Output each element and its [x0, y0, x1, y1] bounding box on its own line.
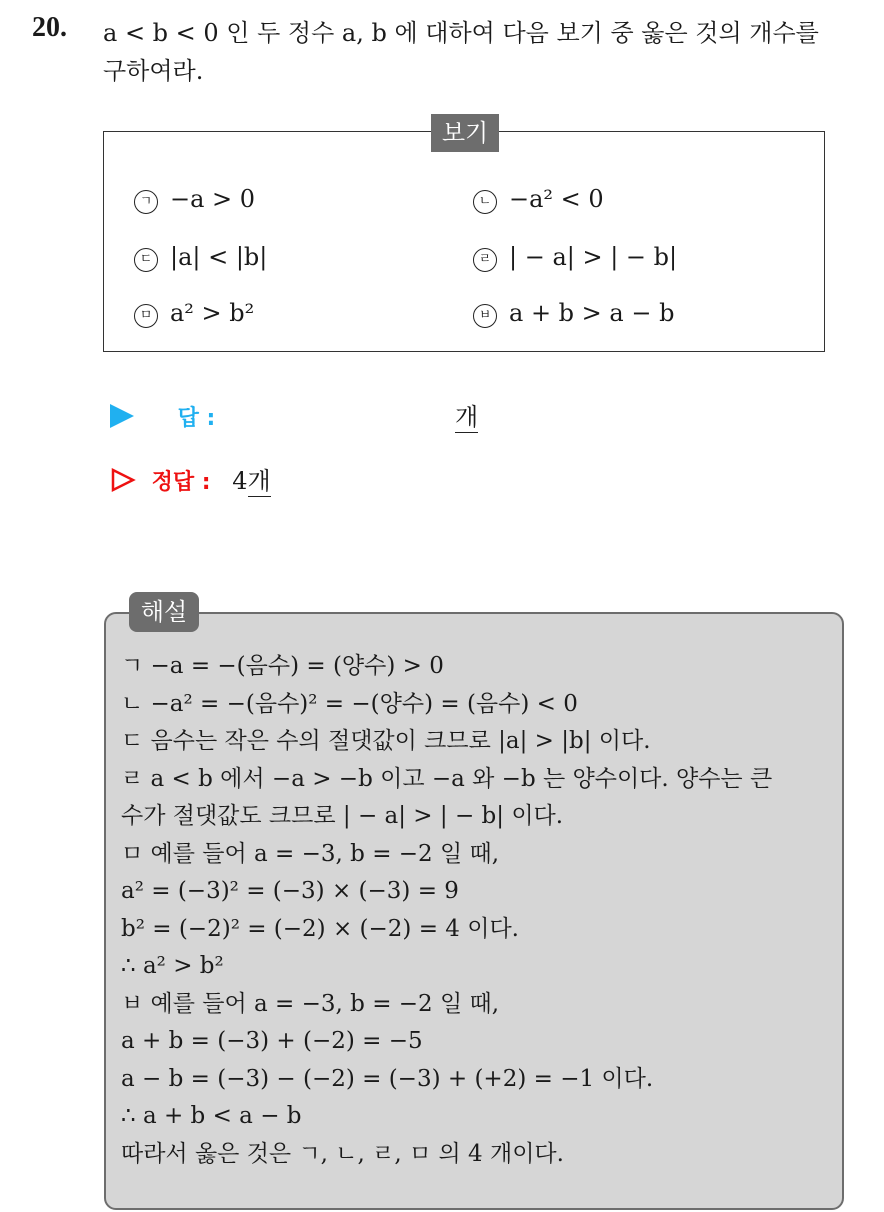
option-marker-3: ㄷ — [134, 248, 158, 272]
choices-box-label: 보기 — [431, 114, 499, 152]
question-line-2: 구하여라. — [103, 57, 204, 85]
question-text — [103, 14, 873, 90]
explanation-line: ㄴ −a² = −(음수)² = −(양수) = (음수) < 0 — [121, 690, 578, 717]
option-text-2: −a² < 0 — [509, 185, 604, 213]
explanation-line: a + b = (−3) + (−2) = −5 — [121, 1028, 423, 1054]
correct-value: 4 — [232, 467, 248, 495]
question-number: 20. — [32, 12, 67, 43]
answer-blank[interactable] — [455, 400, 478, 434]
correct-unit: 개 — [247, 467, 271, 495]
answer-label: 답 : — [177, 406, 216, 431]
option-2 — [473, 184, 604, 214]
explanation-line: ㅂ 예를 들어 a = −3, b = −2 일 때, — [121, 990, 500, 1017]
answer-row — [110, 400, 215, 436]
explanation-label: 해설 — [129, 592, 199, 632]
option-marker-6: ㅂ — [473, 304, 497, 328]
option-3 — [134, 242, 267, 272]
option-4 — [473, 242, 677, 272]
option-marker-4: ㄹ — [473, 248, 497, 272]
explanation-line: a² = (−3)² = (−3) × (−3) = 9 — [121, 878, 459, 904]
play-triangle-icon — [110, 404, 134, 428]
explanation-line: 수가 절댓값도 크므로 | − a| > | − b| 이다. — [121, 803, 564, 829]
correct-label: 정답 : — [151, 470, 211, 495]
option-text-5: a² > b² — [170, 299, 255, 327]
explanation-lines — [121, 648, 836, 1173]
explanation-line: ㄱ −a = −(음수) = (양수) > 0 — [121, 653, 444, 679]
explanation-line: 따라서 옳은 것은 ㄱ, ㄴ, ㄹ, ㅁ 의 4 개이다. — [121, 1140, 564, 1167]
explanation-line: ㄷ 음수는 작은 수의 절댓값이 크므로 |a| > |b| 이다. — [121, 728, 651, 754]
explanation-line: ∴ a + b < a − b — [121, 1103, 302, 1129]
correct-answer-row — [110, 464, 271, 500]
answer-unit: 개 — [455, 403, 479, 431]
option-6 — [473, 298, 674, 328]
explanation-line: ∴ a² > b² — [121, 953, 224, 979]
explanation-line: ㄹ a < b 에서 −a > −b 이고 −a 와 −b 는 양수이다. 양수는 큰 — [121, 765, 773, 792]
option-text-1: −a > 0 — [170, 185, 256, 213]
explanation-line: ㅁ 예를 들어 a = −3, b = −2 일 때, — [121, 840, 500, 867]
explanation-line: b² = (−2)² = (−2) × (−2) = 4 이다. — [121, 915, 519, 942]
outline-triangle-icon — [110, 467, 136, 493]
question-line-1: a < b < 0 인 두 정수 a, b 에 대하여 다음 보기 중 옳은 것의 개수를 — [103, 19, 819, 47]
option-marker-5: ㅁ — [134, 304, 158, 328]
option-text-3: |a| < |b| — [170, 243, 268, 271]
option-text-4: | − a| > | − b| — [509, 243, 678, 271]
option-1 — [134, 184, 255, 214]
option-5 — [134, 298, 254, 328]
option-text-6: a + b > a − b — [509, 299, 675, 327]
option-marker-1: ㄱ — [134, 190, 158, 214]
option-marker-2: ㄴ — [473, 190, 497, 214]
explanation-line: a − b = (−3) − (−2) = (−3) + (+2) = −1 이다. — [121, 1065, 654, 1092]
